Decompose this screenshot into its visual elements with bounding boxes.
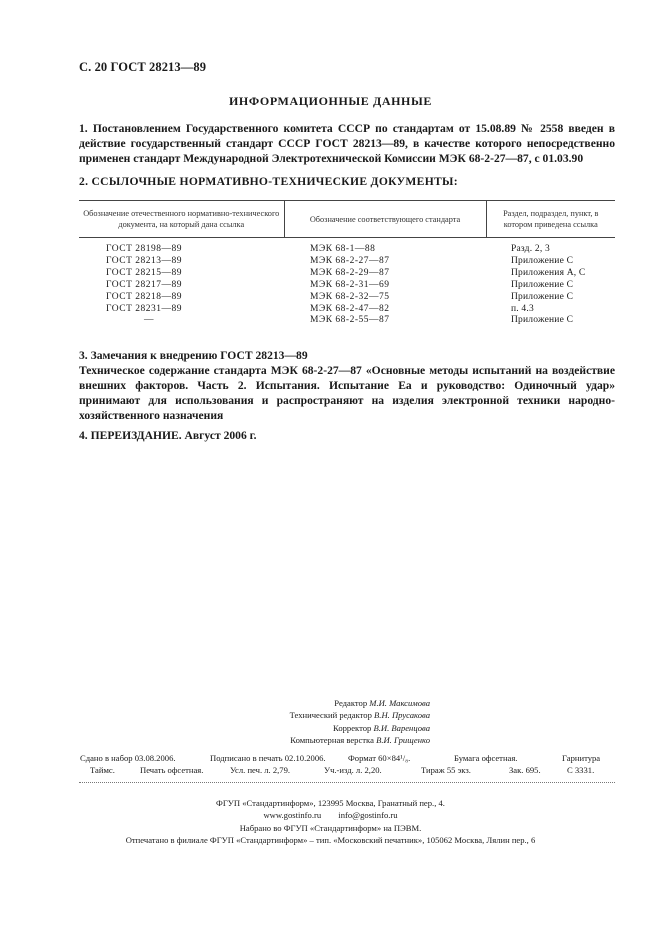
page-title: ИНФОРМАЦИОННЫЕ ДАННЫЕ	[229, 94, 432, 108]
section-cell: п. 4.3	[511, 303, 534, 314]
item-3-heading: 3. Замечания к внедрению ГОСТ 28213—89	[79, 349, 308, 362]
national-doc-cell	[79, 315, 284, 327]
credit-name: М.И. Максимова	[369, 698, 430, 708]
national-doc-cell: ГОСТ 28218—89	[106, 291, 182, 302]
credit-tech-editor	[240, 709, 430, 721]
divider	[79, 782, 615, 783]
section-cell: Приложение С	[511, 291, 574, 302]
table-row	[79, 238, 615, 256]
section-cell: Разд. 2, 3	[511, 244, 550, 254]
table-row	[79, 268, 615, 280]
publisher-printer: Отпечатано в филиале ФГУП «Стандартинформ» – тип. «Московский печатник», 105062 Москва, Лялин пер., 6	[125, 834, 536, 845]
section-cell: Приложения А, С	[511, 267, 586, 278]
credit-role: Технический редактор	[289, 710, 372, 721]
iec-standard-cell: МЭК 68-2-32—75	[310, 291, 390, 302]
editorial-credits	[240, 697, 430, 746]
national-doc-cell: ГОСТ 28217—89	[106, 279, 182, 290]
iec-standard-cell: МЭК 68-1—88	[310, 244, 376, 254]
credit-editor	[240, 697, 430, 709]
credit-name: В.И. Грищенко	[376, 734, 430, 745]
column-header-national-doc: Обозначение отечественного нормативно-технического документа, на который дана ссылка	[79, 201, 284, 238]
national-doc-cell: ГОСТ 28231—89	[106, 303, 182, 314]
column-header-iec-standard: Обозначение соответствующего стандарта	[284, 201, 486, 238]
section-cell: Приложение С	[511, 279, 574, 290]
pub-circulation: Тираж 55 экз.	[421, 765, 471, 775]
pub-print-date: Подписано в печать 02.10.2006.	[210, 753, 326, 763]
credit-role: Редактор	[334, 698, 368, 708]
pub-typeface-label: Гарнитура	[562, 753, 601, 763]
pub-typeset-date: Сдано в набор 03.08.2006.	[80, 753, 176, 763]
info-item-2-heading: 2. ССЫЛОЧНЫЕ НОРМАТИВНО-ТЕХНИЧЕСКИЕ ДОКУМЕНТЫ:	[79, 175, 458, 188]
iec-standard-cell: МЭК 68-2-55—87	[310, 315, 390, 326]
pub-order: Зак. 695.	[509, 765, 541, 775]
credit-name: В.Н. Прусакова	[374, 710, 430, 721]
info-item-4: 4. ПЕРЕИЗДАНИЕ. Август 2006 г.	[79, 429, 257, 442]
pub-format: Формат 60×84¹/₈.	[348, 753, 411, 763]
table-header-row	[79, 201, 615, 238]
column-header-section: Раздел, подраздел, пункт, в котором приведена ссылка	[486, 201, 615, 238]
credit-name: В.И. Варенцова	[373, 722, 430, 733]
iec-standard-cell: МЭК 68-2-27—87	[310, 255, 390, 266]
table-row	[79, 280, 615, 292]
credit-proofreader	[240, 722, 430, 734]
pub-paper: Бумага офсетная.	[454, 753, 518, 763]
national-doc-cell: ГОСТ 28215—89	[106, 267, 182, 278]
pub-typeface: Таймс.	[90, 765, 115, 775]
national-doc-cell: ГОСТ 28198—89	[106, 244, 182, 254]
pub-print-sheets: Усл. печ. л. 2,79.	[230, 765, 291, 775]
section-cell: Приложение С	[511, 255, 574, 266]
table-row	[79, 304, 615, 316]
credit-layout	[240, 734, 430, 746]
pub-code: С 3331.	[567, 765, 595, 775]
pub-edition-sheets: Уч.-изд. л. 2,20.	[324, 765, 382, 775]
reference-documents-table	[79, 200, 615, 327]
table-row	[79, 256, 615, 268]
credit-role: Компьютерная верстка	[290, 734, 374, 745]
item-3-text: Техническое содержание стандарта МЭК 68-2-27—87 «Основные методы испытаний на воздействие внешних факторов. Часть 2. Испытания. Испытание Еа и руководство: Одиночный удар» принимают для использования и распространяют на изделия электронной техники народно-хозяйственного назначения	[79, 364, 615, 422]
page-header: С. 20 ГОСТ 28213—89	[79, 60, 207, 74]
info-item-1: 1. Постановлением Государственного комитета СССР по стандартам от 15.08.89 № 2558 введен в действие государственный стандарт СССР ГОСТ 28213—89, в качестве которого непосредственно применен стандарт Международной Электротехнической Комиссии МЭК 68-2-27—87, с 01.03.90	[79, 122, 615, 165]
iec-standard-cell: МЭК 68-2-47—82	[310, 303, 390, 314]
publisher-address: ФГУП «Стандартинформ», 123995 Москва, Гранатный пер., 4.	[216, 798, 445, 808]
national-doc-cell: ГОСТ 28213—89	[106, 255, 182, 266]
publisher-info	[0, 797, 661, 846]
table-row	[79, 292, 615, 304]
info-item-3	[79, 348, 615, 423]
iec-standard-cell: МЭК 68-2-31—69	[310, 279, 390, 290]
section-cell: Приложение С	[511, 315, 574, 326]
credit-role: Корректор	[333, 722, 372, 733]
empty-dash: —	[144, 315, 154, 326]
pub-print-type: Печать офсетная.	[140, 765, 204, 775]
publisher-web: www.gostinfo.ru info@gostinfo.ru	[263, 810, 398, 821]
iec-standard-cell: МЭК 68-2-29—87	[310, 267, 390, 278]
table-row	[79, 315, 615, 327]
publisher-typeset: Набрано во ФГУП «Стандартинформ» на ПЭВМ.	[239, 822, 422, 833]
